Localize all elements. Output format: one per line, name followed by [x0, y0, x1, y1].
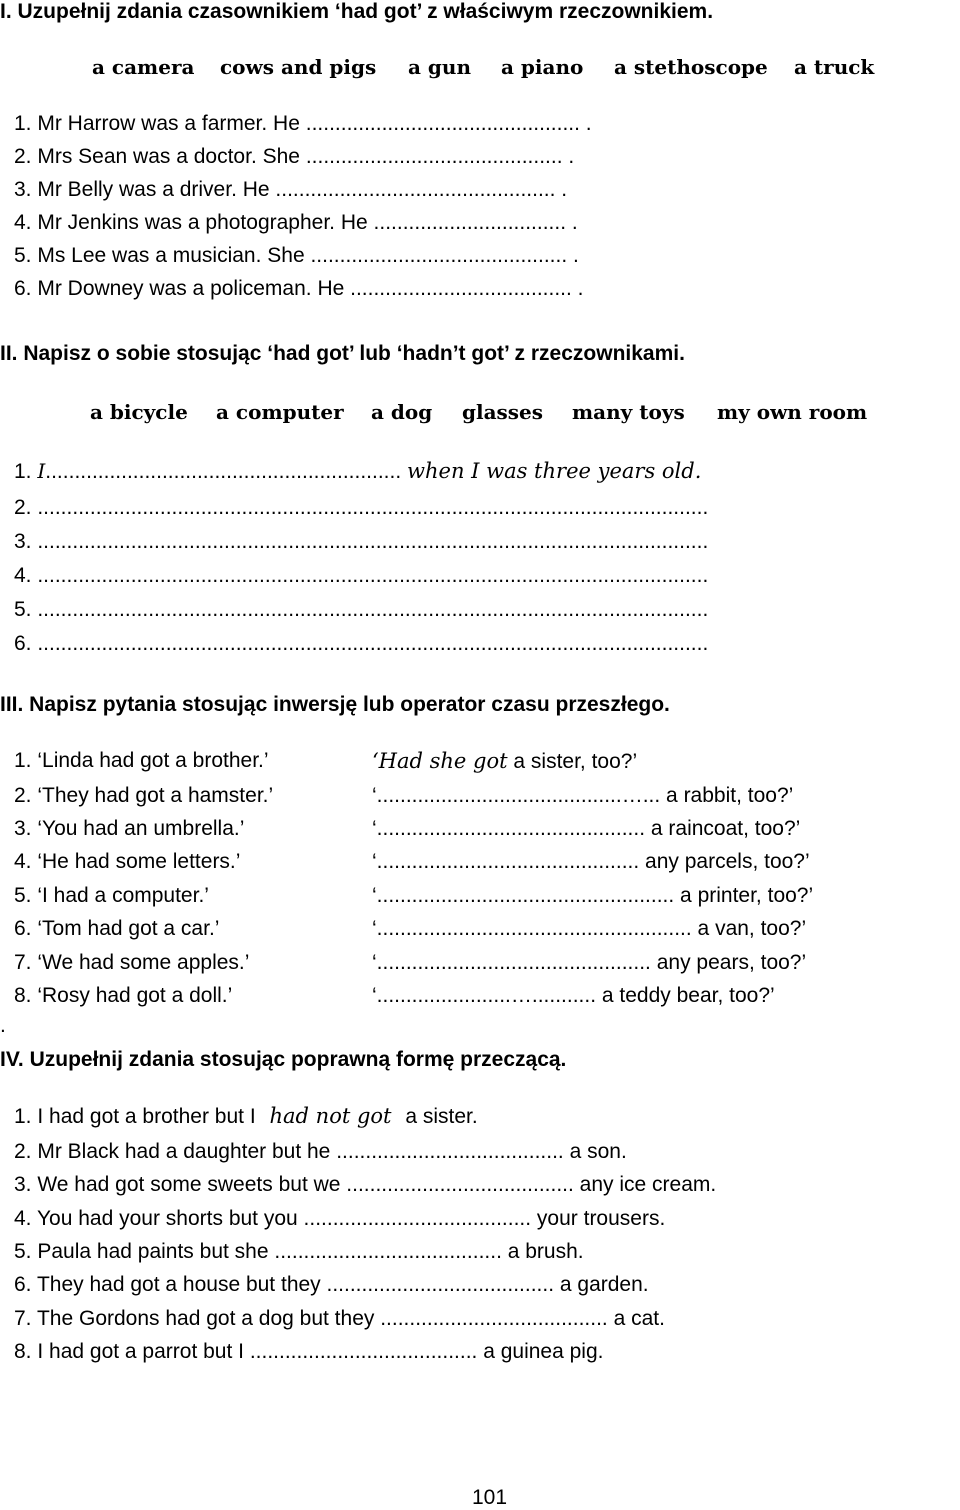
- word-option: a dog: [371, 400, 433, 424]
- question-prompt: 6. ‘Tom had got a car.’: [14, 917, 220, 940]
- filled-answer: ‘Had she got: [372, 749, 508, 773]
- exercise-item: 5. Ms Lee was a musician. She ............................................ .: [14, 244, 579, 267]
- exercise-item: 6. ...................................................................................................................: [14, 632, 709, 655]
- section1-word-bank: [92, 55, 874, 79]
- question-answer: ‘..........................................…... a rabbit, too?’: [372, 784, 794, 807]
- word-option: a piano: [501, 55, 584, 79]
- word-option: a bicycle: [90, 400, 188, 424]
- word-option: cows and pigs: [220, 55, 377, 79]
- exercise-item: 6. They had got a house but they ....................................... a garden.: [14, 1273, 649, 1296]
- exercise-item: 2. ...................................................................................................................: [14, 496, 709, 519]
- word-option: glasses: [462, 400, 544, 424]
- filled-answer: had not got: [269, 1104, 392, 1128]
- exercise-item: 6. Mr Downey was a policeman. He ...................................... .: [14, 277, 584, 300]
- exercise-item: 7. The Gordons had got a dog but they ....................................... a cat.: [14, 1307, 665, 1330]
- question-answer: ‘.............................................. a raincoat, too?’: [372, 817, 801, 840]
- question-prompt: 2. ‘They had got a hamster.’: [14, 784, 274, 807]
- exercise-item: 3. ...................................................................................................................: [14, 530, 709, 553]
- question-prompt: 3. ‘You had an umbrella.’: [14, 817, 245, 840]
- blank-dots: .............................................................: [45, 460, 402, 483]
- section3-heading: III. Napisz pytania stosując inwersję lub operator czasu przeszłego.: [0, 693, 670, 716]
- question-prompt: 5. ‘I had a computer.’: [14, 884, 209, 907]
- exercise-item: 4. ...................................................................................................................: [14, 564, 709, 587]
- question-answer: ‘................................................... a printer, too?’: [372, 884, 814, 907]
- word-option: a computer: [216, 400, 344, 424]
- exercise-item: 2. Mrs Sean was a doctor. She ............................................ .: [14, 145, 575, 168]
- question-answer: ‘............................................... any pears, too?’: [372, 951, 807, 974]
- exercise-item: 2. Mr Black had a daughter but he ....................................... a son.: [14, 1140, 627, 1163]
- section1-heading: I. Uzupełnij zdania czasownikiem ‘had got’ z właściwym rzeczownikiem.: [0, 0, 714, 23]
- exercise-item: 3. We had got some sweets but we ....................................... any ice cream.: [14, 1173, 717, 1196]
- question-prompt: 8. ‘Rosy had got a doll.’: [14, 984, 233, 1007]
- word-option: a gun: [408, 55, 471, 79]
- word-option: a stethoscope: [614, 55, 768, 79]
- word-option: many toys: [572, 400, 685, 424]
- section2-word-bank: [90, 400, 867, 424]
- question-answer: ‘............................................. any parcels, too?’: [372, 850, 810, 873]
- question-prompt: 1. ‘Linda had got a brother.’: [14, 749, 269, 772]
- question-ending: a sister, too?’: [507, 750, 638, 773]
- exercise-item: 8. I had got a parrot but I ....................................... a guinea pig.: [14, 1340, 604, 1363]
- word-option: a truck: [794, 55, 875, 79]
- question-answer: ‘...................................................... a van, too?’: [372, 917, 807, 940]
- exercise-item: 5. ...................................................................................................................: [14, 598, 709, 621]
- section2-heading: II. Napisz o sobie stosując ‘had got’ lub ‘hadn’t got’ z rzeczownikami.: [0, 342, 685, 365]
- exercise-item: 4. Mr Jenkins was a photographer. He ................................. .: [14, 211, 578, 234]
- question-answer: [372, 749, 637, 774]
- sentence-ending: when I was three years old.: [407, 459, 702, 483]
- exercise-item: 5. Paula had paints but she ....................................... a brush.: [14, 1240, 584, 1263]
- example-sentence: [14, 459, 701, 484]
- sentence-start: 1. I had got a brother but I: [14, 1105, 256, 1128]
- word-option: a camera: [92, 55, 195, 79]
- word-option: my own room: [717, 400, 868, 424]
- question-answer: ‘.......................…........... a teddy bear, too?’: [372, 984, 775, 1007]
- stray-mark: .: [0, 1014, 6, 1037]
- question-prompt: 4. ‘He had some letters.’: [14, 850, 241, 873]
- exercise-item: 1. Mr Harrow was a farmer. He ............................................... .: [14, 112, 592, 135]
- exercise-item: 4. You had your shorts but you ....................................... your trousers.: [14, 1207, 666, 1230]
- filled-answer: I: [37, 459, 46, 483]
- item-number: 1.: [14, 460, 32, 483]
- example-sentence: [14, 1104, 478, 1129]
- page-number: 101: [472, 1486, 508, 1509]
- question-prompt: 7. ‘We had some apples.’: [14, 951, 250, 974]
- exercise-item: 3. Mr Belly was a driver. He ................................................ .: [14, 178, 568, 201]
- section4-heading: IV. Uzupełnij zdania stosując poprawną formę przeczącą.: [0, 1048, 567, 1071]
- sentence-end: a sister.: [405, 1105, 478, 1128]
